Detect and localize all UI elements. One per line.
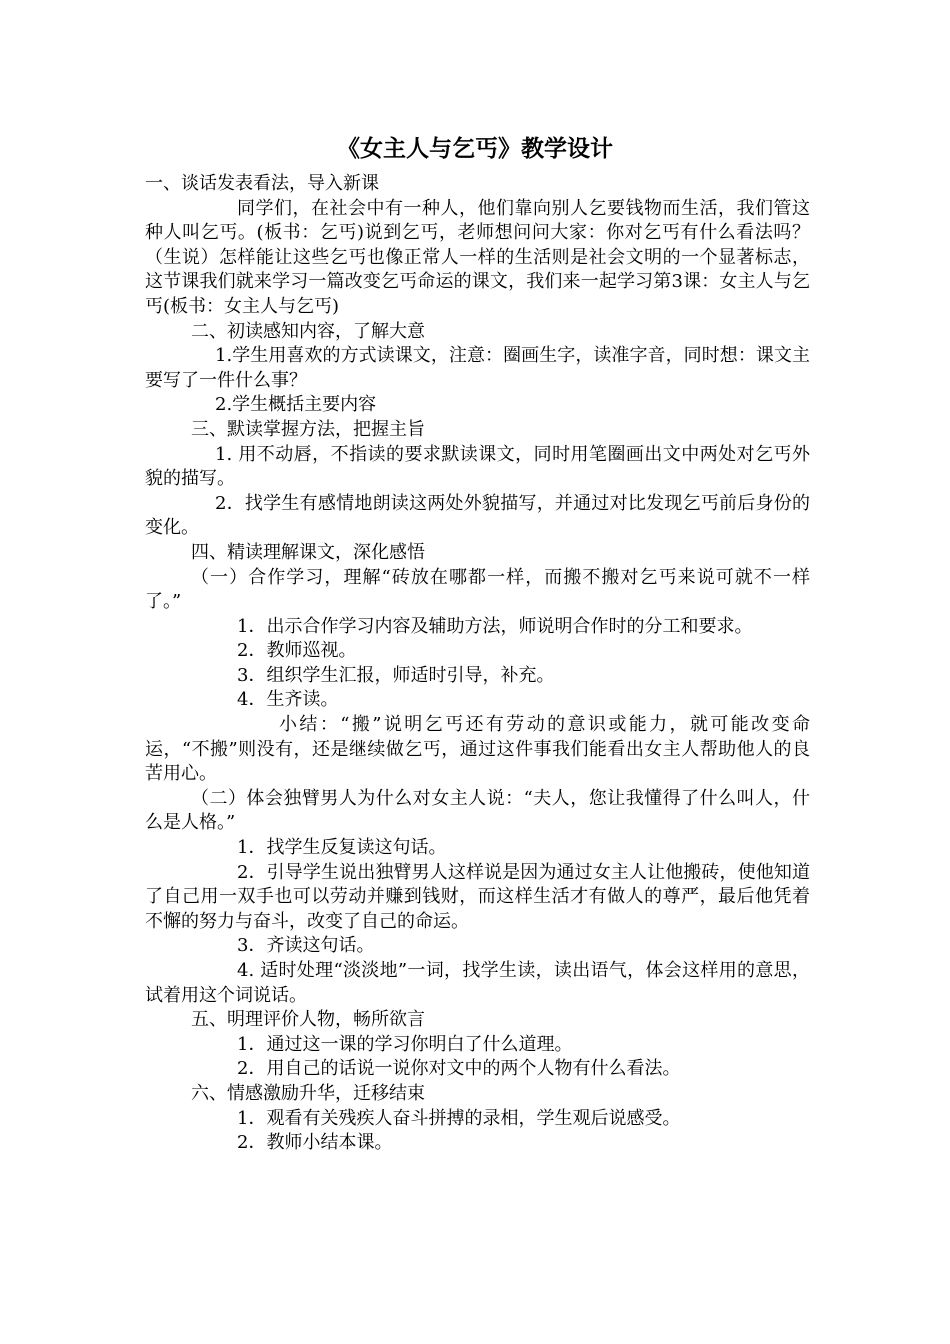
document-body	[145, 172, 810, 1156]
summary-paragraph: 小结：“搬”说明乞丐还有劳动的意识或能力，就可能改变命运，“不搬”则没有，还是继续做乞丐，通过这件事我们能看出女主人帮助他人的良苦用心。	[145, 714, 810, 785]
paragraph: 2.学生概括主要内容	[215, 394, 377, 416]
subsection-heading: （二）体会独臂男人为什么对女主人说：“夫人，您让我懂得了什么叫人，什么是人格。”	[145, 787, 810, 834]
list-item: 2．教师巡视。	[237, 640, 357, 662]
paragraph: 1. 用不动唇，不指读的要求默读课文，同时用笔圈画出文中两处对乞丐外貌的描写。	[145, 443, 810, 490]
list-item: 2．教师小结本课。	[237, 1132, 393, 1154]
section-heading-4: 四、精读理解课文，深化感悟	[191, 541, 425, 563]
section-heading-6: 六、情感激励升华，迁移结束	[191, 1082, 425, 1104]
section-heading-2: 二、初读感知内容，了解大意	[191, 320, 425, 342]
section-heading-5: 五、明理评价人物，畅所欲言	[191, 1009, 425, 1031]
list-item: 4. 适时处理“淡淡地”一词，找学生读，读出语气，体会这样用的意思，试着用这个词说话。	[145, 960, 810, 1006]
list-item: 3．齐读这句话。	[237, 935, 375, 957]
paragraph: 1.学生用喜欢的方式读课文，注意：圈画生字，读准字音，同时想：课文主要写了一件什么事？	[145, 345, 810, 391]
document-title: 《女主人与乞丐》教学设计	[337, 135, 613, 162]
section-heading-1: 一、谈话发表看法，导入新课	[145, 173, 379, 194]
list-item: 2．引导学生说出独臂男人这样说是因为通过女主人让他搬砖，使他知道了自己用一双手也可以劳动并赚到钱财，而这样生活才有做人的尊严，最后他凭着不懈的努力与奋斗，改变了自己的命运。	[145, 861, 810, 932]
paragraph: 2．找学生有感情地朗读这两处外貌描写，并通过对比发现乞丐前后身份的变化。	[145, 492, 810, 539]
paragraph: 同学们，在社会中有一种人，他们靠向别人乞要钱物而生活，我们管这种人叫乞丐。(板书：乞丐)说到乞丐，老师想问问大家：你对乞丐有什么看法吗？（生说）怎样能让这些乞丐也像正常人一样的生活则是社会文明的一个显著标志，这节课我们就来学习一篇改变乞丐命运的课文，我们来一起学习第3课：女主人与乞丐(板书：女主人与乞丐)	[145, 197, 810, 317]
subsection-heading: （一）合作学习，理解“砖放在哪都一样，而搬不搬对乞丐来说可就不一样了。”	[145, 566, 810, 613]
list-item: 1．通过这一课的学习你明白了什么道理。	[237, 1033, 573, 1055]
list-item: 2．用自己的话说一说你对文中的两个人物有什么看法。	[237, 1058, 681, 1080]
list-item: 1．找学生反复读这句话。	[237, 837, 447, 859]
list-item: 4．生齐读。	[237, 689, 339, 711]
section-heading-3: 三、默读掌握方法，把握主旨	[191, 418, 425, 440]
list-item: 3．组织学生汇报，师适时引导，补充。	[237, 664, 555, 686]
list-item: 1．观看有关残疾人奋斗拼搏的录相，学生观后说感受。	[237, 1107, 681, 1129]
list-item: 1．出示合作学习内容及辅助方法，师说明合作时的分工和要求。	[237, 615, 753, 637]
